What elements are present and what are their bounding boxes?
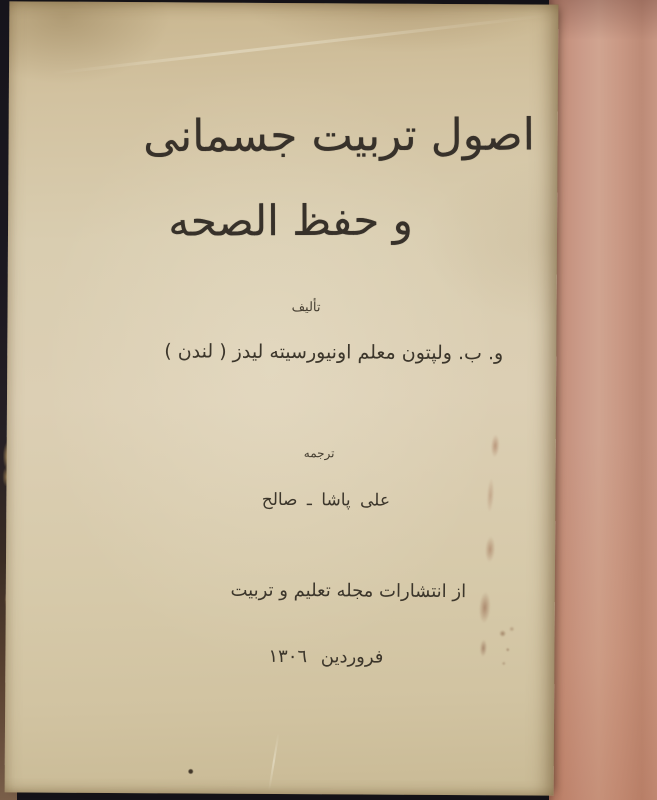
ink-speck <box>188 768 194 774</box>
byline-label: تألیف <box>291 300 321 316</box>
translation-label: ترجمه <box>303 446 335 461</box>
paper-crease <box>51 14 548 75</box>
translator-name: علی پاشا ـ صالح <box>261 489 391 511</box>
book-title-line-2: و حفظ الصحه <box>168 195 413 246</box>
imprint-line: از انتشارات مجله تعلیم و تربیت <box>230 579 467 603</box>
publication-date: فروردین ۱۳۰٦ <box>268 645 384 668</box>
title-page <box>5 1 559 795</box>
book-title-line-1: اصول تربیت جسمانی <box>143 109 536 163</box>
author-line: و. ب. ولپتون معلم اونیورسیته لیدز ( لندن ) <box>164 340 504 365</box>
paper-crease <box>268 733 279 791</box>
